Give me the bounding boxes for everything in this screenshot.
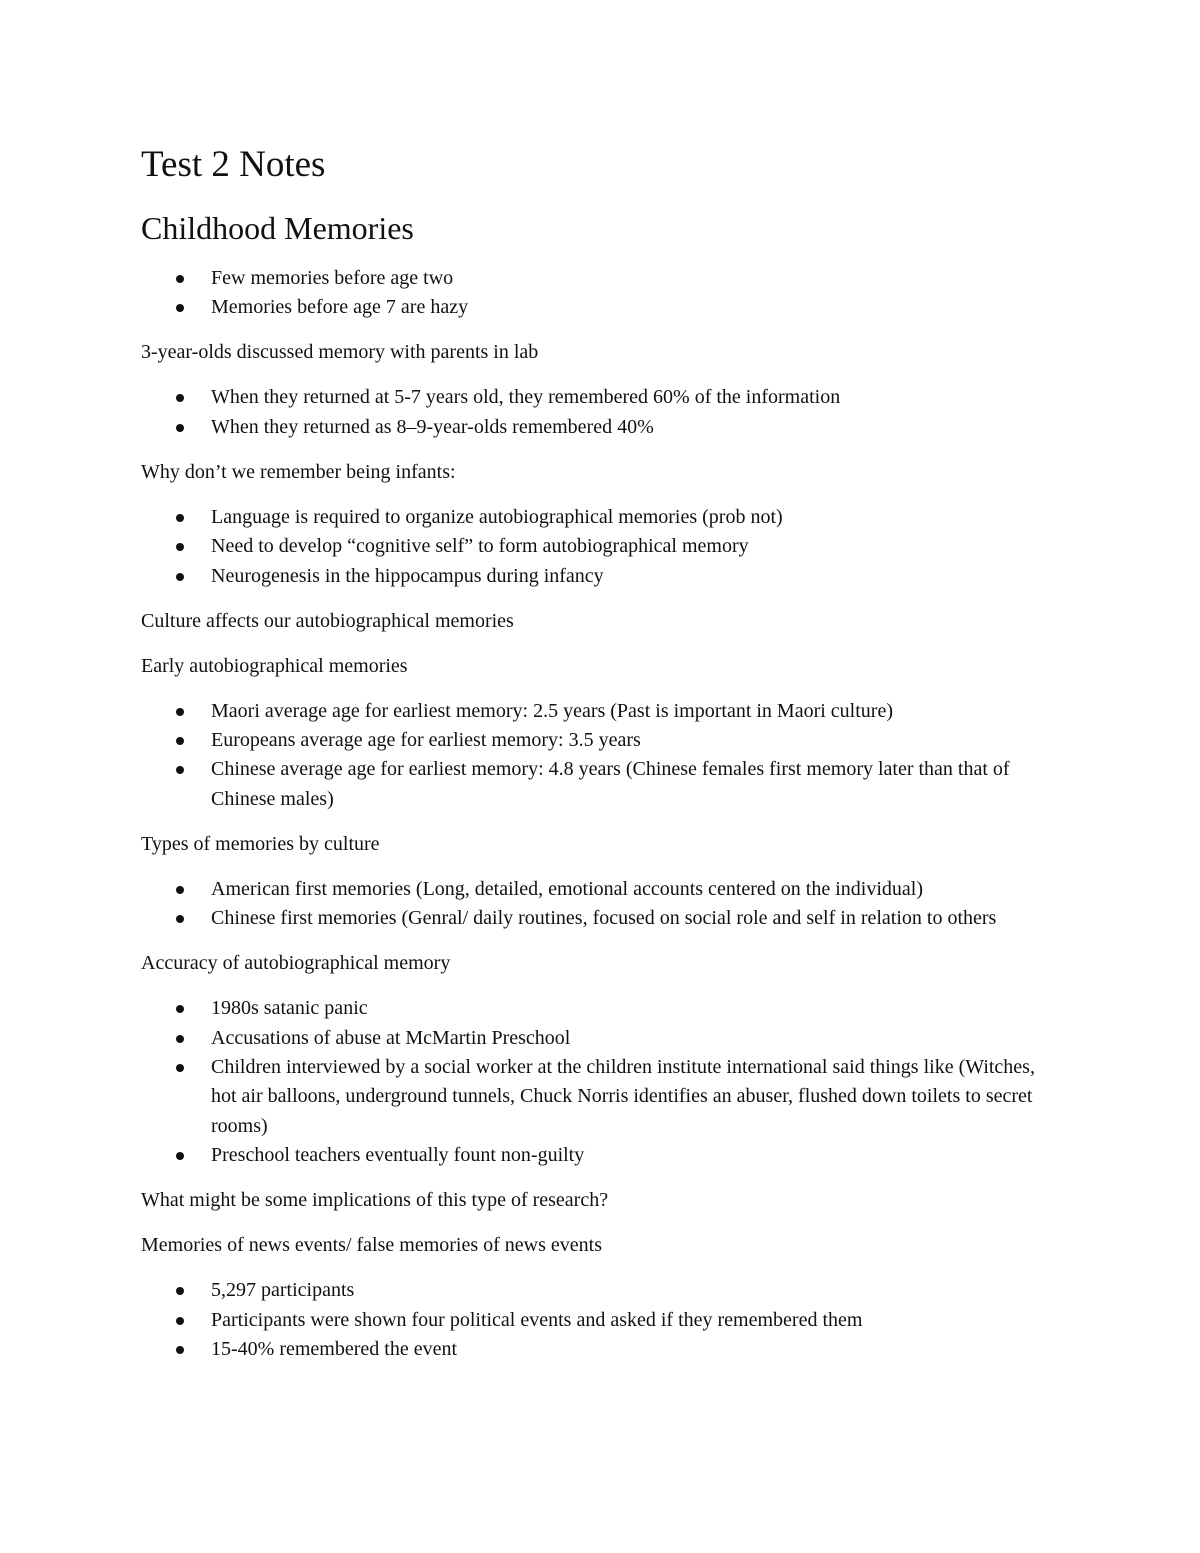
list-item: [141, 904, 1061, 933]
list-item-text: Europeans average age for earliest memory: 3.5 years: [211, 729, 641, 752]
paragraph: Early autobiographical memories: [141, 654, 408, 677]
list-item-text: Need to develop “cognitive self” to form autobiographical memory: [211, 535, 749, 558]
paragraph: Memories of news events/ false memories of news events: [141, 1234, 602, 1257]
bullet-list: [141, 503, 1061, 591]
list-item-text: When they returned at 5-7 years old, they remembered 60% of the information: [211, 386, 841, 409]
bullet-icon: [176, 886, 184, 894]
list-item: [141, 293, 1061, 322]
bullet-icon: [176, 1287, 184, 1295]
list-item: [141, 562, 1061, 591]
bullet-list: [141, 697, 1061, 815]
list-item: [141, 755, 1061, 814]
document-title: Test 2 Notes: [141, 144, 326, 185]
paragraph: Why don’t we remember being infants:: [141, 460, 456, 483]
bullet-icon: [176, 573, 184, 581]
list-item: [141, 383, 1061, 412]
paragraph: Accuracy of autobiographical memory: [141, 952, 451, 975]
list-item-text: Chinese average age for earliest memory: 4.8 years (Chinese females first memory later than that of Chinese males): [211, 758, 1010, 810]
list-item-text: Accusations of abuse at McMartin Preschool: [211, 1026, 571, 1049]
list-item-text: Children interviewed by a social worker at the children institute international said things like (Witches, hot air balloons, underground tunnels, Chuck Norris identifies an abuser, flushed down toilets to secret rooms): [211, 1056, 1035, 1137]
bullet-icon: [176, 1317, 184, 1325]
bullet-icon: [176, 1152, 184, 1160]
bullet-icon: [176, 514, 184, 522]
list-item-text: Language is required to organize autobiographical memories (prob not): [211, 505, 783, 528]
bullet-icon: [176, 1064, 184, 1072]
paragraph: Culture affects our autobiographical memories: [141, 609, 514, 632]
bullet-icon: [176, 424, 184, 432]
bullet-icon: [176, 275, 184, 283]
list-item-text: Neurogenesis in the hippocampus during infancy: [211, 564, 604, 587]
bullet-icon: [176, 737, 184, 745]
list-item: [141, 697, 1061, 726]
paragraph: Types of memories by culture: [141, 832, 380, 855]
list-item: [141, 726, 1061, 755]
document-page: [141, 142, 1061, 1380]
bullet-icon: [176, 708, 184, 716]
bullet-icon: [176, 304, 184, 312]
list-item: [141, 1276, 1061, 1305]
list-item: [141, 1141, 1061, 1170]
list-item-text: Maori average age for earliest memory: 2.5 years (Past is important in Maori culture): [211, 699, 893, 722]
list-item-text: Memories before age 7 are hazy: [211, 296, 469, 319]
bullet-icon: [176, 1346, 184, 1354]
list-item: [141, 1306, 1061, 1335]
bullet-list: [141, 1276, 1061, 1364]
list-item: [141, 1335, 1061, 1364]
list-item: [141, 264, 1061, 293]
section-heading: Childhood Memories: [141, 210, 414, 246]
document-body: [141, 264, 1061, 1365]
list-item: [141, 532, 1061, 561]
list-item-text: 1980s satanic panic: [211, 997, 368, 1020]
list-item: [141, 413, 1061, 442]
bullet-list: [141, 264, 1061, 323]
bullet-icon: [176, 543, 184, 551]
list-item-text: Few memories before age two: [211, 267, 454, 289]
list-item-text: When they returned as 8–9-year-olds remembered 40%: [211, 415, 654, 438]
bullet-list: [141, 383, 1061, 442]
list-item-text: Chinese first memories (Genral/ daily routines, focused on social role and self in relation to others: [211, 907, 997, 930]
bullet-icon: [176, 1005, 184, 1013]
list-item-text: American first memories (Long, detailed, emotional accounts centered on the individual): [211, 877, 923, 900]
bullet-icon: [176, 394, 184, 402]
list-item: [141, 1053, 1061, 1141]
bullet-list: [141, 994, 1061, 1170]
list-item: [141, 503, 1061, 532]
list-item-text: Preschool teachers eventually fount non-guilty: [211, 1144, 585, 1167]
bullet-icon: [176, 915, 184, 923]
bullet-icon: [176, 766, 184, 774]
list-item: [141, 875, 1061, 904]
bullet-icon: [176, 1035, 184, 1043]
bullet-list: [141, 875, 1061, 934]
list-item-text: 15-40% remembered the event: [211, 1338, 458, 1361]
list-item: [141, 1024, 1061, 1053]
paragraph: What might be some implications of this type of research?: [141, 1189, 609, 1212]
list-item: [141, 994, 1061, 1023]
list-item-text: 5,297 participants: [211, 1279, 355, 1302]
list-item-text: Participants were shown four political events and asked if they remembered them: [211, 1308, 863, 1331]
paragraph: 3-year-olds discussed memory with parents in lab: [141, 341, 539, 364]
